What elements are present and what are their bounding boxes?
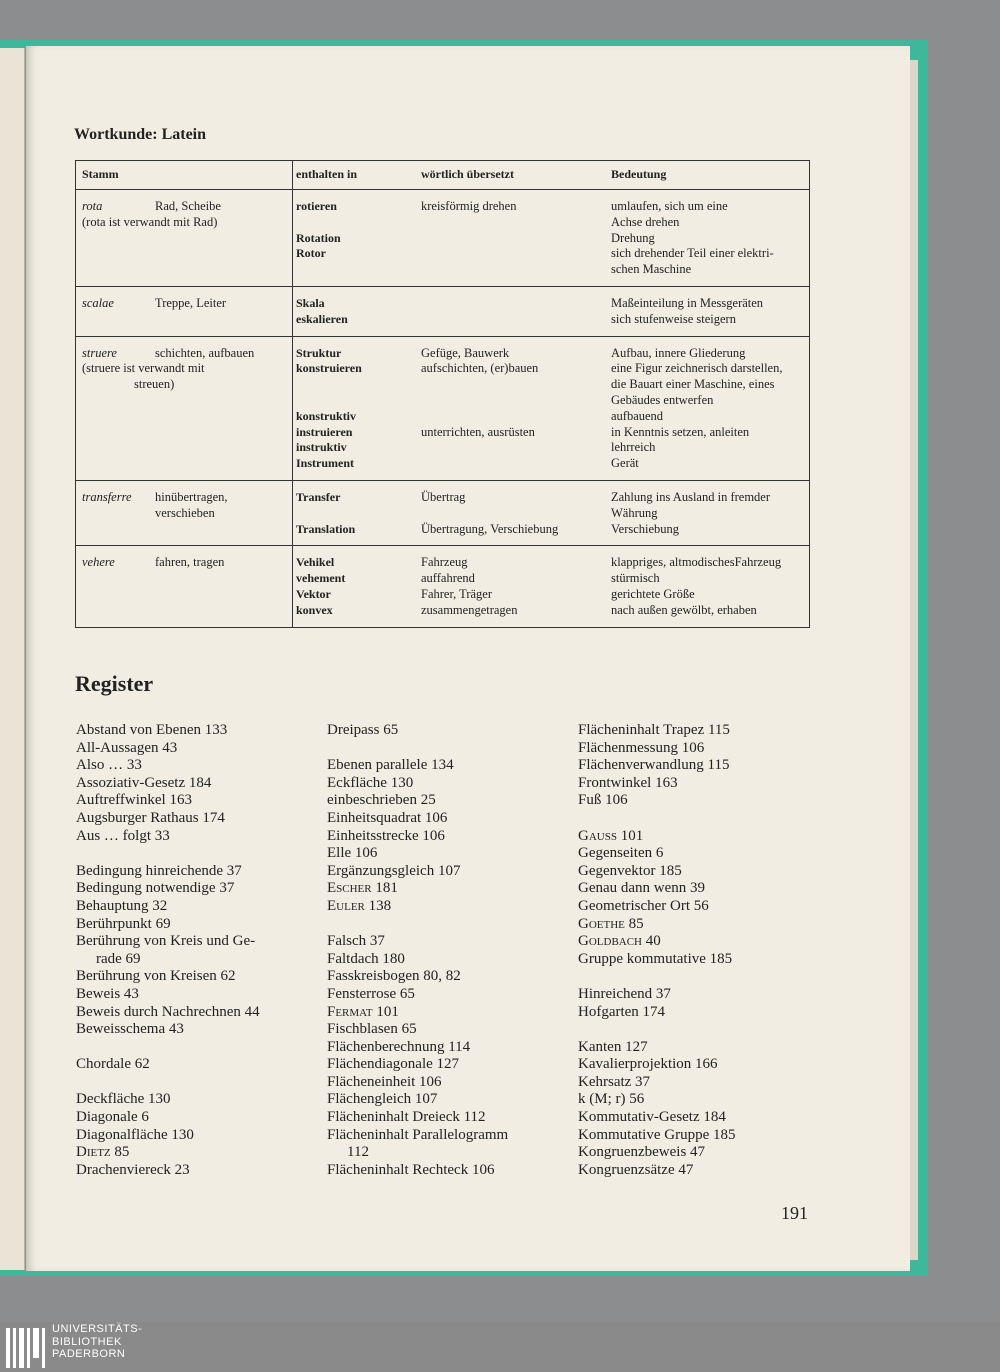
- register-entry: [578, 1021, 735, 1039]
- meaning-text: Zahlung ins Ausland in fremder: [611, 489, 770, 504]
- literal-translation: [421, 246, 611, 262]
- register-entry: Euler 138: [327, 897, 392, 914]
- derived-word: konvex: [296, 602, 333, 617]
- register-entry: Chordale 62: [76, 1056, 150, 1073]
- register-entry: Bedingung notwendige 37: [76, 880, 235, 897]
- derived-word: Translation: [296, 521, 356, 536]
- meaning-text: aufbauend: [611, 408, 664, 423]
- literal-cell: [421, 286, 611, 336]
- meaning-cell: [611, 286, 810, 336]
- table-row: [76, 546, 810, 627]
- register-entry: Goldbach 40: [578, 933, 661, 950]
- derived-word: Vehikel: [296, 555, 335, 570]
- latin-stem: scalae: [82, 295, 114, 310]
- stem-note: (struere ist verwandt mit: [82, 361, 205, 376]
- register-entry: Auftreffwinkel 163: [76, 792, 192, 809]
- meaning-text: die Bauart einer Maschine, eines: [611, 377, 775, 392]
- register-entry: Augsburger Rathaus 174: [76, 809, 225, 826]
- register-entry: Fermat 101: [327, 1003, 399, 1020]
- latin-stem: vehere: [82, 555, 115, 570]
- literal-translation: kreisförmig drehen: [421, 199, 517, 213]
- register-column-1: [76, 722, 260, 1179]
- register-entry: Berührung von Kreisen 62: [76, 968, 236, 985]
- register-entry: 112: [347, 1144, 369, 1161]
- register-entry: Flächenverwandlung 115: [578, 757, 730, 774]
- meaning-cell: [611, 546, 810, 627]
- left-page-edge: [0, 48, 25, 1270]
- register-entry: Goethe 85: [578, 915, 644, 932]
- meaning-text: Verschiebung: [611, 521, 680, 536]
- literal-translation: auffahrend: [421, 571, 475, 586]
- register-entry: Gruppe kommutative 185: [578, 950, 733, 967]
- register-entry: Hinreichend 37: [578, 985, 671, 1002]
- register-entry: Also … 33: [76, 757, 142, 774]
- stem-translation: schichten, aufbauen: [155, 345, 255, 360]
- literal-translation: [421, 262, 611, 278]
- meaning-text: Aufbau, innere Gliederung: [611, 345, 746, 360]
- derived-word: Vektor: [296, 586, 331, 601]
- meaning-text: eine Figur zeichnerisch darstellen,: [611, 361, 783, 376]
- register-entry: Berührung von Kreis und Ge-: [76, 933, 256, 950]
- word-cell: [293, 480, 422, 545]
- vocabulary-table: [75, 160, 810, 628]
- latin-stem: transferre: [82, 489, 132, 504]
- latin-stem: rota: [82, 199, 103, 213]
- register-entry: Geometrischer Ort 56: [578, 897, 709, 914]
- meaning-text: nach außen gewölbt, erhaben: [611, 602, 757, 617]
- meaning-text: gerichtete Größe: [611, 586, 695, 601]
- meaning-text: Gerät: [611, 456, 639, 471]
- register-entry: [76, 1074, 260, 1092]
- meaning-cell: [611, 190, 810, 287]
- derived-word: eskalieren: [296, 311, 348, 326]
- register-entry: Berührpunkt 69: [76, 915, 171, 932]
- register-entry: Abstand von Ebenen 133: [76, 722, 228, 738]
- derived-word: [296, 262, 421, 278]
- word-cell: [293, 546, 422, 627]
- register-entry: Flächenmessung 106: [578, 739, 705, 756]
- register-entry: Drachenviereck 23: [76, 1161, 190, 1178]
- meaning-text: stürmisch: [611, 571, 660, 586]
- register-column-3: [578, 722, 735, 1179]
- header-stamm: Stamm: [76, 161, 293, 190]
- stem-note: streuen): [134, 377, 175, 392]
- register-entry: Falsch 37: [327, 933, 385, 950]
- literal-cell: [421, 546, 611, 627]
- logo-line: PADERBORN: [52, 1348, 126, 1360]
- derived-word: [296, 215, 421, 231]
- register-entry: Flächeninhalt Rechteck 106: [327, 1161, 495, 1178]
- register-entry: Faltdach 180: [327, 950, 405, 967]
- literal-translation: [421, 393, 611, 409]
- table-title: Wortkunde: Latein: [74, 126, 207, 143]
- literal-translation: [421, 312, 611, 328]
- derived-word: vehement: [296, 571, 346, 586]
- literal-translation: Übertrag: [421, 489, 466, 504]
- meaning-text: lehrreich: [611, 440, 656, 455]
- derived-word: Struktur: [296, 345, 342, 360]
- register-entry: Flächeninhalt Trapez 115: [578, 722, 730, 738]
- register-entry: [327, 740, 508, 758]
- meaning-text: Achse drehen: [611, 214, 680, 229]
- meaning-text: Maßeinteilung in Messgeräten: [611, 295, 764, 310]
- stem-translation: Treppe, Leiter: [155, 295, 227, 310]
- register-entry: Kommutativ-Gesetz 184: [578, 1109, 726, 1126]
- register-entry: Gauss 101: [578, 827, 644, 844]
- meaning-text: umlaufen, sich um eine: [611, 199, 728, 213]
- literal-cell: [421, 336, 611, 480]
- register-entry: Einheitsquadrat 106: [327, 809, 448, 826]
- register-entry: Assoziativ-Gesetz 184: [76, 774, 212, 791]
- table-row: [76, 190, 810, 287]
- literal-translation: [421, 409, 611, 425]
- register-column-2: [327, 722, 508, 1179]
- register-entry: Fensterrose 65: [327, 985, 415, 1002]
- table-row: [76, 286, 810, 336]
- derived-word: rotieren: [296, 199, 337, 213]
- stem-cell: [76, 286, 293, 336]
- stem-translation: fahren, tragen: [155, 555, 225, 570]
- register-entry: Frontwinkel 163: [578, 774, 678, 791]
- stem-note: verschieben: [155, 505, 215, 520]
- meaning-cell: [611, 480, 810, 545]
- register-entry: einbeschrieben 25: [327, 792, 436, 809]
- register-entry: Elle 106: [327, 845, 378, 862]
- table-header-row: [76, 161, 810, 190]
- footer-bar: [0, 1322, 1000, 1372]
- stem-cell: [76, 336, 293, 480]
- literal-translation: [421, 215, 611, 231]
- register-entry: [76, 845, 260, 863]
- register-entry: Bedingung hinreichende 37: [76, 862, 242, 879]
- literal-translation: [421, 506, 611, 522]
- logo-line: BIBLIOTHEK: [52, 1335, 122, 1348]
- literal-cell: [421, 480, 611, 545]
- register-entry: Behauptung 32: [76, 897, 168, 914]
- register-entry: Ebenen parallele 134: [327, 757, 454, 774]
- register-entry: [578, 810, 735, 828]
- literal-translation: Fahrzeug: [421, 555, 468, 570]
- derived-word: Skala: [296, 295, 325, 310]
- derived-word: instruieren: [296, 424, 353, 439]
- register-entry: Einheitsstrecke 106: [327, 827, 445, 844]
- register-entry: Flächengleich 107: [327, 1091, 438, 1108]
- register-entry: Dietz 85: [76, 1144, 130, 1161]
- register-entry: Eckfläche 130: [327, 774, 414, 791]
- register-entry: Kehrsatz 37: [578, 1073, 651, 1090]
- register-entry: Flächendiagonale 127: [327, 1056, 460, 1073]
- register-entry: Fischblasen 65: [327, 1021, 417, 1038]
- register-entry: Diagonale 6: [76, 1109, 149, 1126]
- register-entry: Flächenberechnung 114: [327, 1038, 471, 1055]
- literal-translation: zusammengetragen: [421, 602, 518, 617]
- register-entry: rade 69: [96, 950, 141, 967]
- register-entry: Aus … folgt 33: [76, 827, 170, 844]
- register-entry: Hofgarten 174: [578, 1003, 666, 1020]
- derived-word: [296, 377, 421, 393]
- meaning-text: Währung: [611, 505, 658, 520]
- literal-translation: Übertragung, Verschiebung: [421, 521, 559, 536]
- register-entry: Escher 181: [327, 880, 398, 897]
- meaning-text: klappriges, altmodischesFahrzeug: [611, 555, 782, 570]
- derived-word: [296, 506, 421, 522]
- library-logo-icon: [6, 1326, 46, 1370]
- meaning-text: sich drehender Teil einer elektri-: [611, 246, 774, 261]
- header-woertlich: wörtlich übersetzt: [421, 161, 611, 190]
- register-entry: Beweis 43: [76, 985, 139, 1002]
- stem-cell: [76, 480, 293, 545]
- meaning-text: sich stufenweise steigern: [611, 311, 736, 326]
- register-entry: Gegenvektor 185: [578, 862, 682, 879]
- register-entry: Kavalierprojektion 166: [578, 1056, 718, 1073]
- literal-cell: [421, 190, 611, 287]
- library-logo-text: [52, 1323, 142, 1361]
- register-entry: [76, 1039, 260, 1057]
- stem-translation: Rad, Scheibe: [155, 199, 221, 213]
- table-row: [76, 336, 810, 480]
- meaning-text: Drehung: [611, 230, 655, 245]
- register-entry: Kanten 127: [578, 1038, 648, 1055]
- register-entry: Ergänzungsgleich 107: [327, 862, 461, 879]
- header-enthalten: enthalten in: [293, 161, 422, 190]
- literal-translation: [421, 440, 611, 456]
- register-entry: [578, 968, 735, 986]
- logo-line: UNIVERSITÄTS-: [52, 1323, 143, 1335]
- stem-translation: hinübertragen,: [155, 489, 228, 504]
- word-cell: [293, 190, 422, 287]
- stem-cell: [76, 190, 293, 287]
- derived-word: konstruktiv: [296, 408, 357, 423]
- header-bedeutung: Bedeutung: [611, 161, 810, 190]
- latin-stem: struere: [82, 345, 117, 360]
- register-entry: Beweisschema 43: [76, 1021, 184, 1038]
- register-entry: Kommutative Gruppe 185: [578, 1126, 736, 1143]
- literal-translation: unterrichten, ausrüsten: [421, 424, 535, 439]
- register-entry: Deckfläche 130: [76, 1091, 171, 1108]
- register-entry: Fuß 106: [578, 792, 628, 809]
- derived-word: Rotation: [296, 230, 341, 245]
- meaning-cell: [611, 336, 810, 480]
- register-entry: Dreipass 65: [327, 722, 399, 738]
- literal-translation: [421, 231, 611, 247]
- literal-translation: [421, 296, 611, 312]
- register-entry: [327, 916, 508, 934]
- meaning-text: Gebäudes entwerfen: [611, 392, 714, 407]
- register-entry: Beweis durch Nachrechnen 44: [76, 1003, 260, 1020]
- stem-cell: [76, 546, 293, 627]
- word-cell: [293, 336, 422, 480]
- register-title: Register: [75, 671, 154, 696]
- register-entry: Kongruenzsätze 47: [578, 1161, 694, 1178]
- register-entry: k (M; r) 56: [578, 1091, 645, 1108]
- literal-translation: [421, 456, 611, 472]
- page-number: 191: [781, 1203, 808, 1223]
- literal-translation: Gefüge, Bauwerk: [421, 345, 510, 360]
- derived-word: instruktiv: [296, 440, 347, 455]
- meaning-text: in Kenntnis setzen, anleiten: [611, 424, 750, 439]
- stem-note: (rota ist verwandt mit Rad): [82, 214, 218, 229]
- derived-word: [296, 393, 421, 409]
- register-entry: Kongruenzbeweis 47: [578, 1144, 706, 1161]
- table-row: [76, 480, 810, 545]
- meaning-text: schen Maschine: [611, 262, 692, 277]
- register-entry: Flächeneinheit 106: [327, 1073, 442, 1090]
- register-entry: All-Aussagen 43: [76, 739, 178, 756]
- register-entry: Gegenseiten 6: [578, 845, 664, 862]
- word-cell: [293, 286, 422, 336]
- derived-word: Instrument: [296, 456, 355, 471]
- register-entry: Flächeninhalt Dreieck 112: [327, 1109, 486, 1126]
- register-entry: Fasskreisbogen 80, 82: [327, 968, 461, 985]
- literal-translation: aufschichten, (er)bauen: [421, 361, 539, 376]
- literal-translation: [421, 377, 611, 393]
- derived-word: Transfer: [296, 489, 341, 504]
- register-entry: Diagonalfläche 130: [76, 1126, 194, 1143]
- register-entry: Genau dann wenn 39: [578, 880, 706, 897]
- literal-translation: Fahrer, Träger: [421, 586, 493, 601]
- derived-word: Rotor: [296, 246, 326, 261]
- register-entry: Flächeninhalt Parallelogramm: [327, 1126, 509, 1143]
- derived-word: konstruieren: [296, 361, 362, 376]
